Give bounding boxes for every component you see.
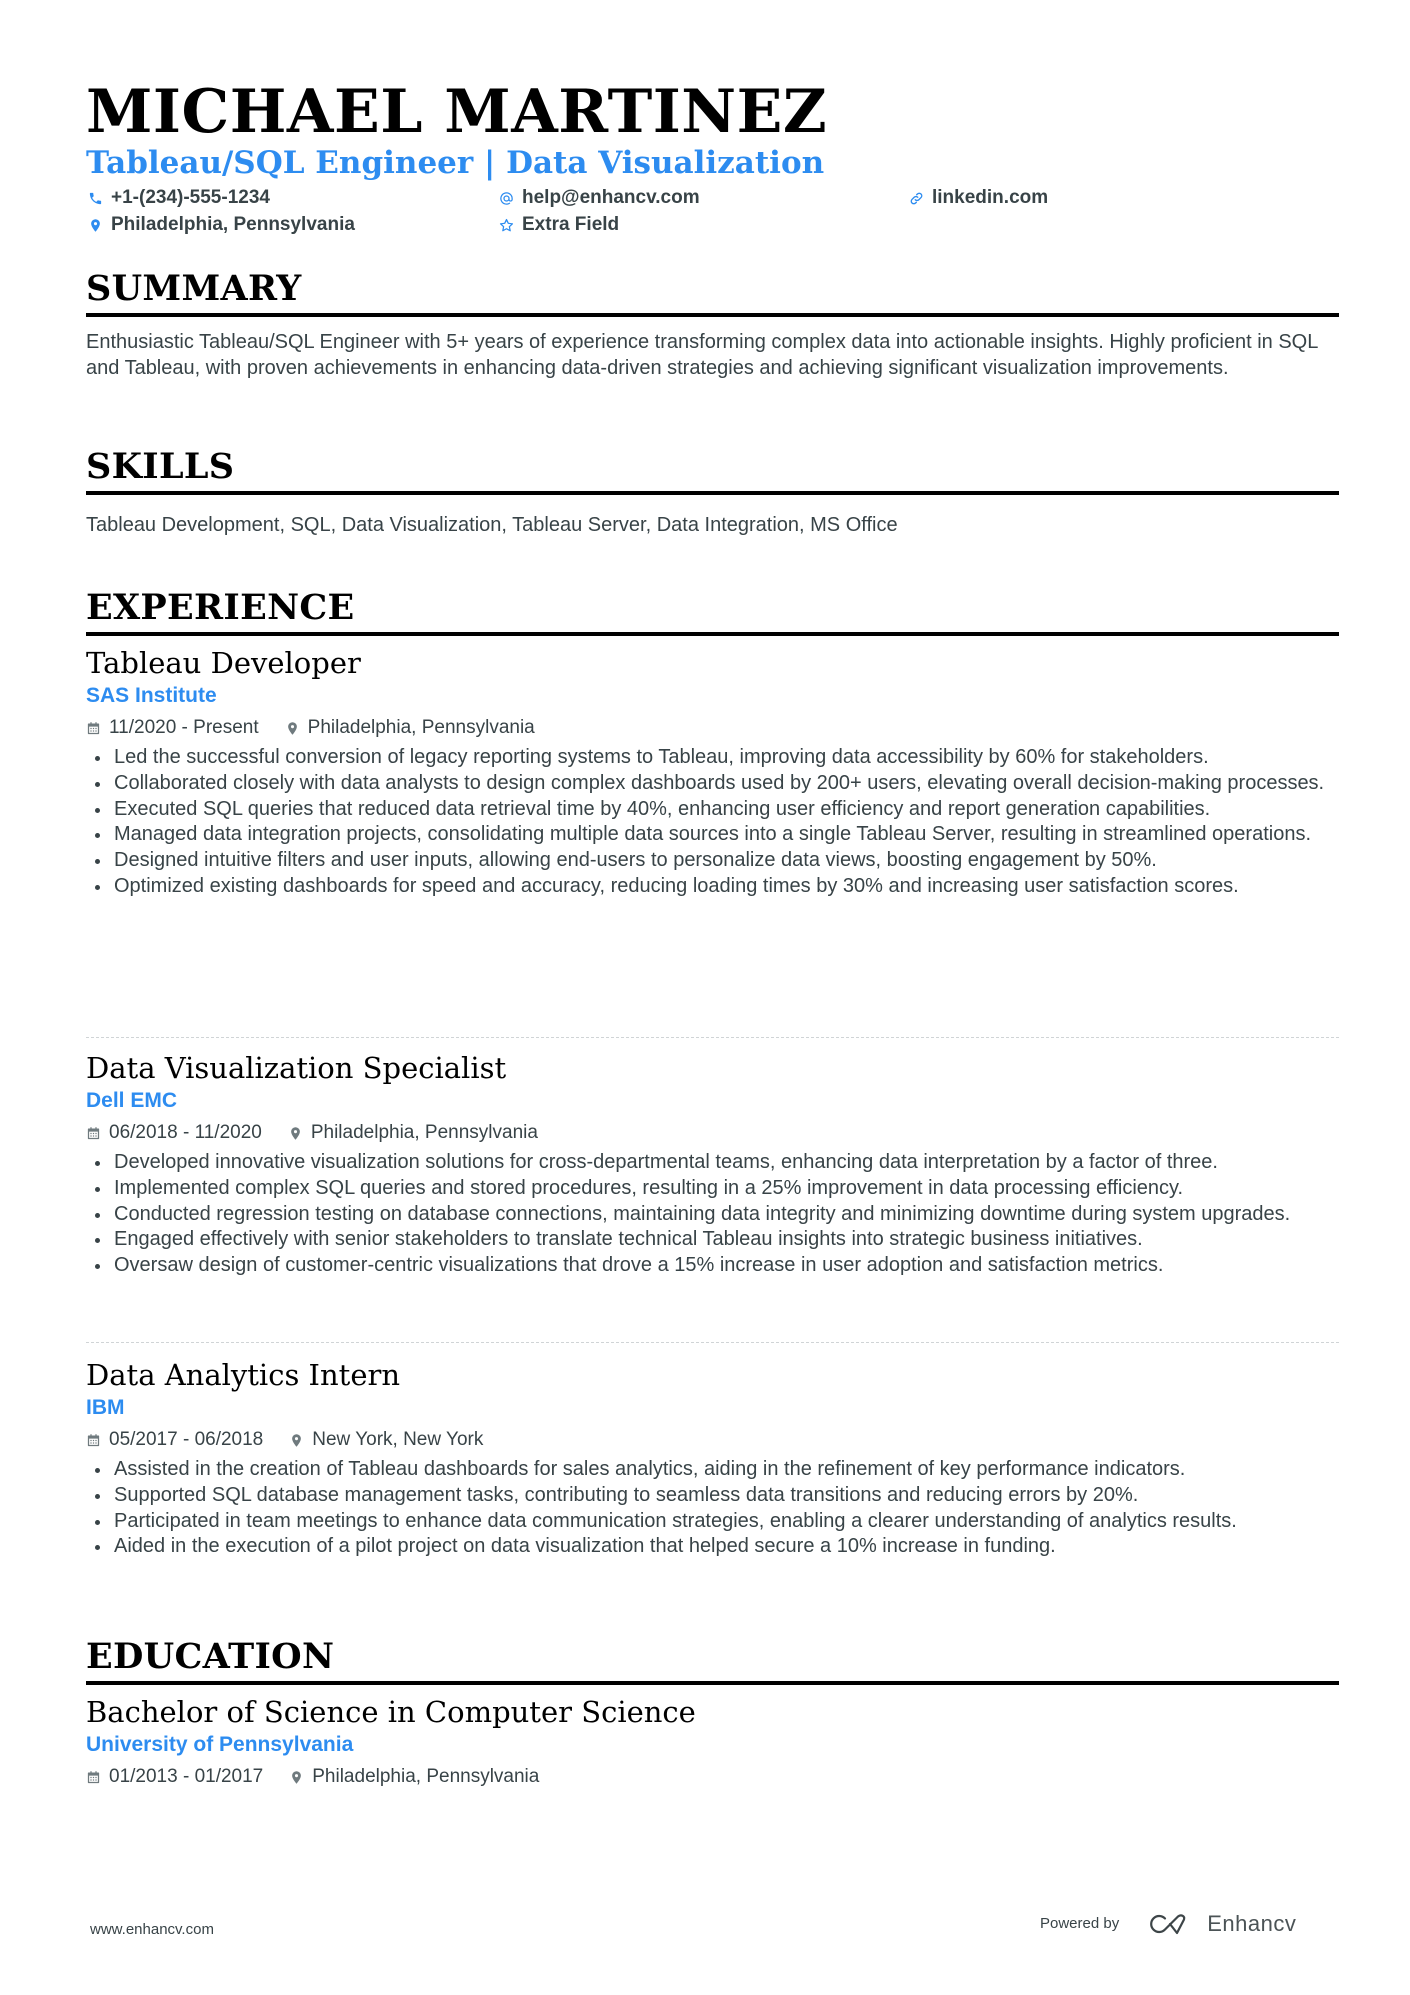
location-pin-icon	[86, 216, 104, 234]
candidate-headline: Tableau/SQL Engineer | Data Visualization	[86, 145, 825, 181]
entry-meta	[86, 1425, 1339, 1455]
at-icon	[497, 189, 515, 207]
calendar-icon	[86, 1433, 101, 1448]
job-location: Philadelphia, Pennsylvania	[288, 1118, 538, 1148]
skills-heading: SKILLS	[86, 446, 235, 487]
phone-text: +1-(234)-555-1234	[111, 187, 270, 208]
list-item: Engaged effectively with senior stakeholders to translate technical Tableau insights into strategic business initiatives.	[86, 1227, 1339, 1253]
contact-phone	[86, 185, 270, 211]
job-location: New York, New York	[289, 1425, 483, 1455]
company-name: Dell EMC	[86, 1089, 178, 1112]
company-name: SAS Institute	[86, 684, 217, 707]
date-range: 05/2017 - 06/2018	[86, 1425, 263, 1455]
location-pin-icon	[289, 1770, 304, 1785]
school-location: Philadelphia, Pennsylvania	[289, 1762, 539, 1792]
list-item: Participated in team meetings to enhance data communication strategies, enabling a clearer understanding of analytics results.	[86, 1509, 1339, 1535]
linkedin-text[interactable]: linkedin.com	[932, 187, 1049, 208]
school-name: University of Pennsylvania	[86, 1733, 354, 1756]
contact-info	[86, 185, 1339, 241]
list-item: Oversaw design of customer-centric visualizations that drove a 15% increase in user adoption and satisfaction metrics.	[86, 1253, 1339, 1279]
phone-icon	[86, 189, 104, 207]
achievement-list	[86, 745, 1339, 900]
skills-section	[86, 446, 1339, 538]
calendar-icon	[86, 1770, 101, 1785]
experience-section	[86, 587, 1339, 636]
calendar-icon	[86, 1126, 101, 1141]
entry-meta	[86, 713, 1339, 743]
list-item: Aided in the execution of a pilot project on data visualization that helped secure a 10% increase in funding.	[86, 1534, 1339, 1560]
enhancv-brand: Enhancv	[1207, 1911, 1297, 1936]
link-icon	[907, 189, 925, 207]
section-divider	[86, 313, 1339, 317]
contact-linkedin[interactable]	[907, 185, 1048, 211]
location-pin-icon	[288, 1126, 303, 1141]
job-location: Philadelphia, Pennsylvania	[285, 713, 535, 743]
contact-extra-field	[497, 212, 619, 238]
summary-section	[86, 268, 1339, 381]
date-range: 11/2020 - Present	[86, 713, 259, 743]
company-name: IBM	[86, 1396, 125, 1419]
powered-by-badge[interactable]	[1040, 1912, 1296, 1936]
list-item: Conducted regression testing on database connections, maintaining data integrity and minimizing downtime during system upgrades.	[86, 1202, 1339, 1228]
enhancv-logo-icon	[1147, 1912, 1197, 1936]
experience-entry	[86, 1050, 1339, 1279]
section-divider	[86, 491, 1339, 495]
job-title: Tableau Developer	[86, 646, 361, 680]
skills-text: Tableau Development, SQL, Data Visualization, Tableau Server, Data Integration, MS Office	[86, 514, 898, 536]
job-title: Data Analytics Intern	[86, 1358, 401, 1392]
experience-entry	[86, 1357, 1339, 1560]
list-item: Assisted in the creation of Tableau dashboards for sales analytics, aiding in the refinement of key performance indicators.	[86, 1457, 1339, 1483]
list-item: Managed data integration projects, consolidating multiple data sources into a single Tableau Server, resulting in streamlined operations.	[86, 822, 1339, 848]
date-range: 01/2013 - 01/2017	[86, 1762, 263, 1792]
calendar-icon	[86, 721, 101, 736]
education-heading: EDUCATION	[86, 1636, 335, 1677]
degree-title: Bachelor of Science in Computer Science	[86, 1695, 696, 1729]
list-item: Optimized existing dashboards for speed and accuracy, reducing loading times by 30% and increasing user satisfaction scores.	[86, 874, 1339, 900]
contact-email[interactable]	[497, 185, 700, 211]
entry-divider	[86, 1342, 1339, 1343]
location-pin-icon	[285, 721, 300, 736]
star-icon	[497, 216, 515, 234]
powered-by-label: Powered by	[1040, 1915, 1120, 1932]
list-item: Supported SQL database management tasks, contributing to seamless data transitions and reducing errors by 20%.	[86, 1483, 1339, 1509]
job-title: Data Visualization Specialist	[86, 1051, 507, 1085]
education-section	[86, 1636, 1339, 1685]
entry-divider	[86, 1037, 1339, 1038]
experience-entry	[86, 645, 1339, 900]
candidate-name: MICHAEL MARTINEZ	[86, 77, 828, 147]
summary-text: Enthusiastic Tableau/SQL Engineer with 5+ years of experience transforming complex data into actionable insights. Highly proficient in SQL and Tableau, with proven achievements in enhancing data-driven strategies and achieving significant visualization improvements.	[86, 331, 1318, 379]
location-text: Philadelphia, Pennsylvania	[111, 214, 355, 235]
list-item: Led the successful conversion of legacy reporting systems to Tableau, improving data accessibility by 60% for stakeholders.	[86, 745, 1339, 771]
list-item: Implemented complex SQL queries and stored procedures, resulting in a 25% improvement in data processing efficiency.	[86, 1176, 1339, 1202]
date-range: 06/2018 - 11/2020	[86, 1118, 262, 1148]
entry-meta	[86, 1762, 1339, 1792]
experience-heading: EXPERIENCE	[86, 587, 355, 628]
education-entry	[86, 1694, 1339, 1792]
contact-location	[86, 212, 355, 238]
list-item: Designed intuitive filters and user inputs, allowing end-users to personalize data views, boosting engagement by 50%.	[86, 848, 1339, 874]
email-text[interactable]: help@enhancv.com	[522, 187, 700, 208]
list-item: Executed SQL queries that reduced data retrieval time by 40%, enhancing user efficiency and report generation capabilities.	[86, 797, 1339, 823]
list-item: Collaborated closely with data analysts to design complex dashboards used by 200+ users, elevating overall decision-making processes.	[86, 771, 1339, 797]
section-divider	[86, 1681, 1339, 1685]
section-divider	[86, 632, 1339, 636]
summary-heading: SUMMARY	[86, 268, 302, 309]
achievement-list	[86, 1150, 1339, 1279]
extra-field-text: Extra Field	[522, 214, 620, 235]
achievement-list	[86, 1457, 1339, 1560]
location-pin-icon	[289, 1433, 304, 1448]
entry-meta	[86, 1118, 1339, 1148]
list-item: Developed innovative visualization solutions for cross-departmental teams, enhancing data interpretation by a factor of three.	[86, 1150, 1339, 1176]
footer-website-link[interactable]: www.enhancv.com	[90, 1921, 214, 1938]
